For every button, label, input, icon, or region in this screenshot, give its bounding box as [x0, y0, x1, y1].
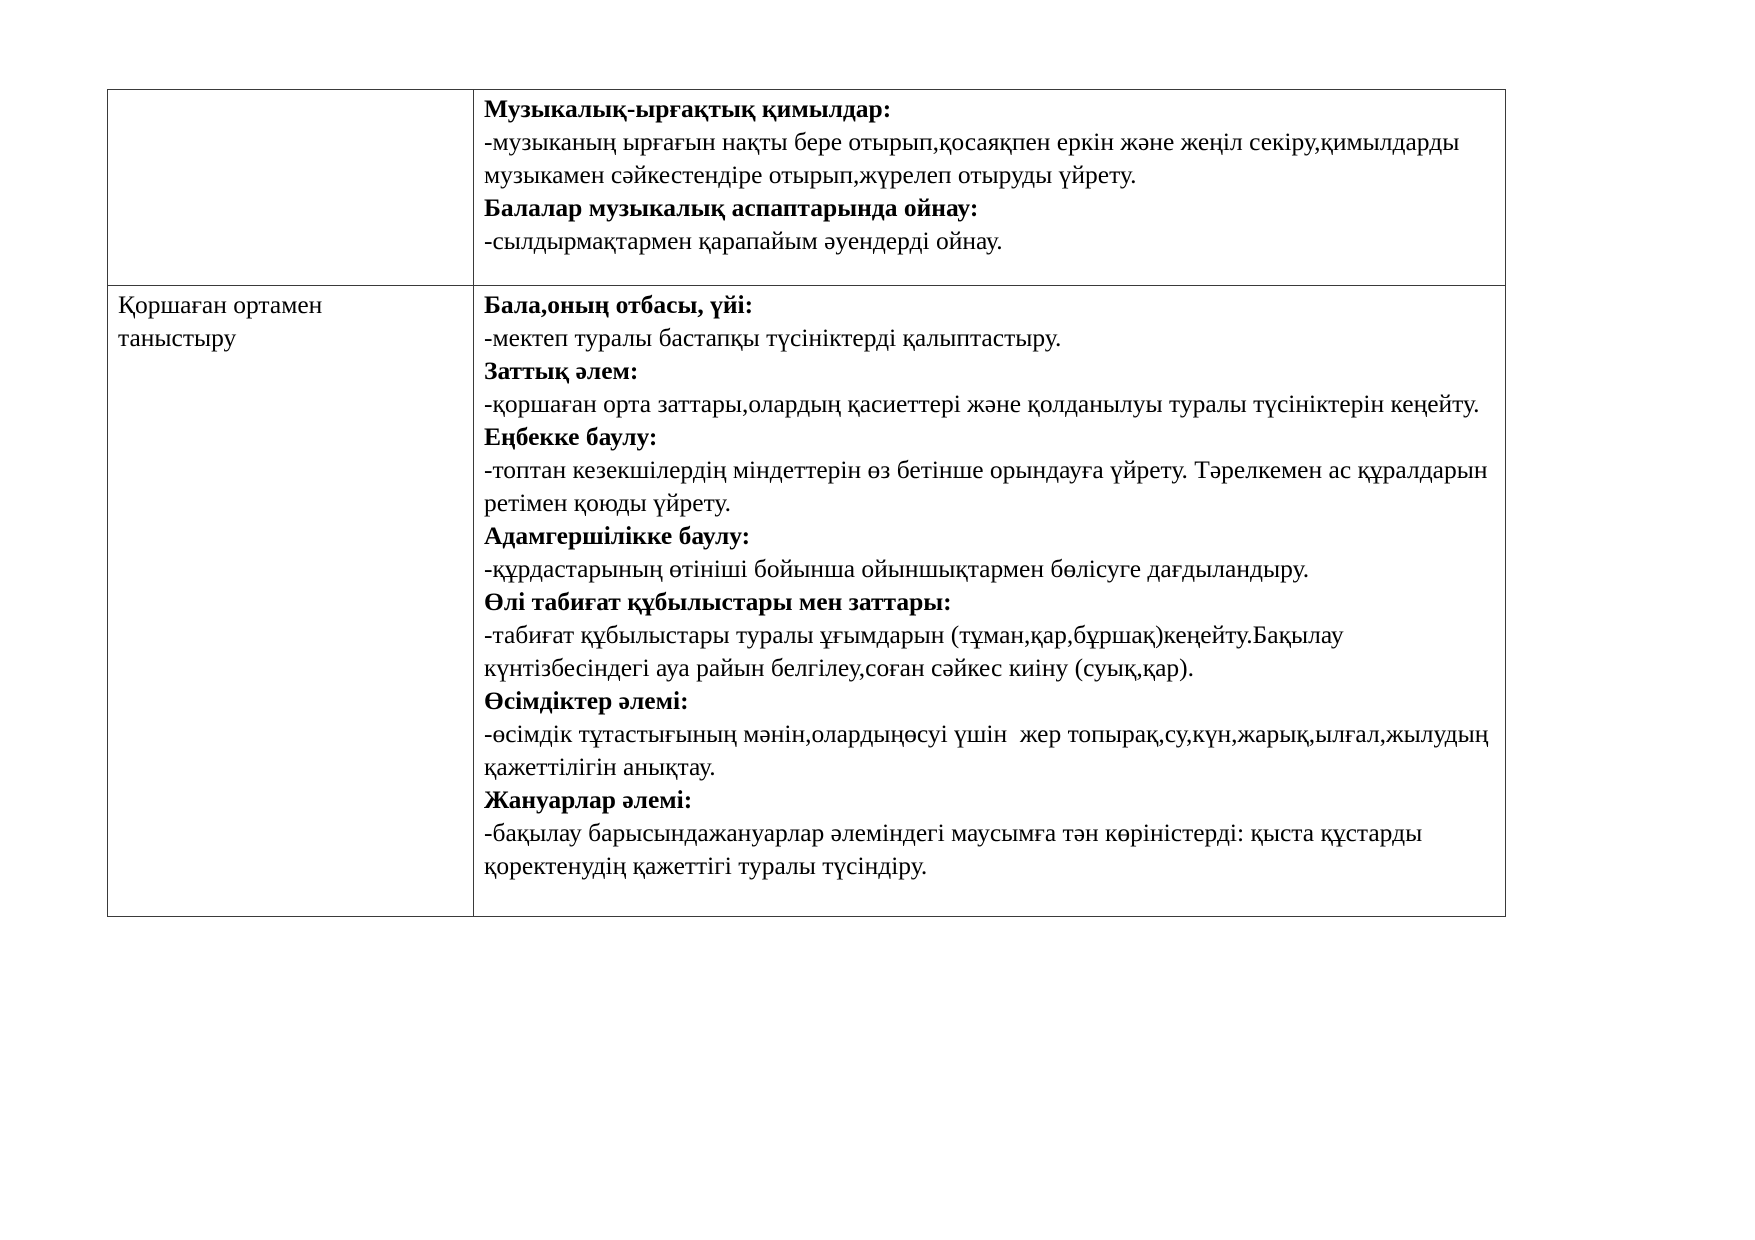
section-heading: Жануарлар әлемі: — [484, 785, 693, 814]
section-text: -музыканың ырғағын нақты бере отырып,қосаяқпен еркін және жеңіл секіру,қимылдарды музыкамен сәйкестендіре отырып,жүрелеп отыруды үйрету. — [484, 127, 1466, 189]
content-cell — [474, 286, 1506, 917]
section-text: -мектеп туралы бастапқы түсініктерді қалыптастыру. — [484, 323, 1062, 352]
section-text: -бақылау барысындажануарлар әлеміндегі маусымға тән көріністерді: қыста құстарды қоректенудің қажеттігі туралы түсіндіру. — [484, 818, 1429, 880]
subject-label: Қоршаған ортамен таныстыру — [118, 290, 323, 352]
section-heading: Бала,оның отбасы, үйі: — [484, 290, 754, 319]
section-text: -сылдырмақтармен қарапайым әуендерді ойнау. — [484, 226, 1003, 255]
table-row — [108, 90, 1506, 286]
section-text: -табиғат құбылыстары туралы ұғымдарын (тұман,қар,бұршақ)кеңейту.Бақылау күнтізбесіндегі ауа райын белгілеу,соған сәйкес киіну (суық,қар). — [484, 620, 1350, 682]
section-heading: Өлі табиғат құбылыстары мен заттары: — [484, 587, 952, 616]
section-text: -қоршаған орта заттары,олардың қасиеттері және қолданылуы туралы түсініктерін кеңейту. — [484, 389, 1480, 418]
section-heading: Еңбекке баулу: — [484, 422, 658, 451]
section-text: -құрдастарының өтініші бойынша ойыншықтармен бөлісуге дағдыландыру. — [484, 554, 1310, 583]
subject-cell — [108, 286, 474, 917]
plan-table — [107, 89, 1506, 917]
subject-cell — [108, 90, 474, 286]
section-heading: Балалар музыкалық аспаптарында ойнау: — [484, 193, 979, 222]
section-heading: Өсімдіктер әлемі: — [484, 686, 689, 715]
section-text: -өсімдік тұтастығының мәнін,олардыңөсуі үшін жер топырақ,су,күн,жарық,ылғал,жылудың қажеттілігін анықтау. — [484, 719, 1495, 781]
section-heading: Заттық әлем: — [484, 356, 639, 385]
content-cell — [474, 90, 1506, 286]
section-heading: Музыкалық-ырғақтық қимылдар: — [484, 94, 892, 123]
section-heading: Адамгершілікке баулу: — [484, 521, 751, 550]
table-row — [108, 286, 1506, 917]
section-text: -топтан кезекшілердің міндеттерін өз бетінше орындауға үйрету. Тәрелкемен ас құралдарын ретімен қоюды үйрету. — [484, 455, 1494, 517]
